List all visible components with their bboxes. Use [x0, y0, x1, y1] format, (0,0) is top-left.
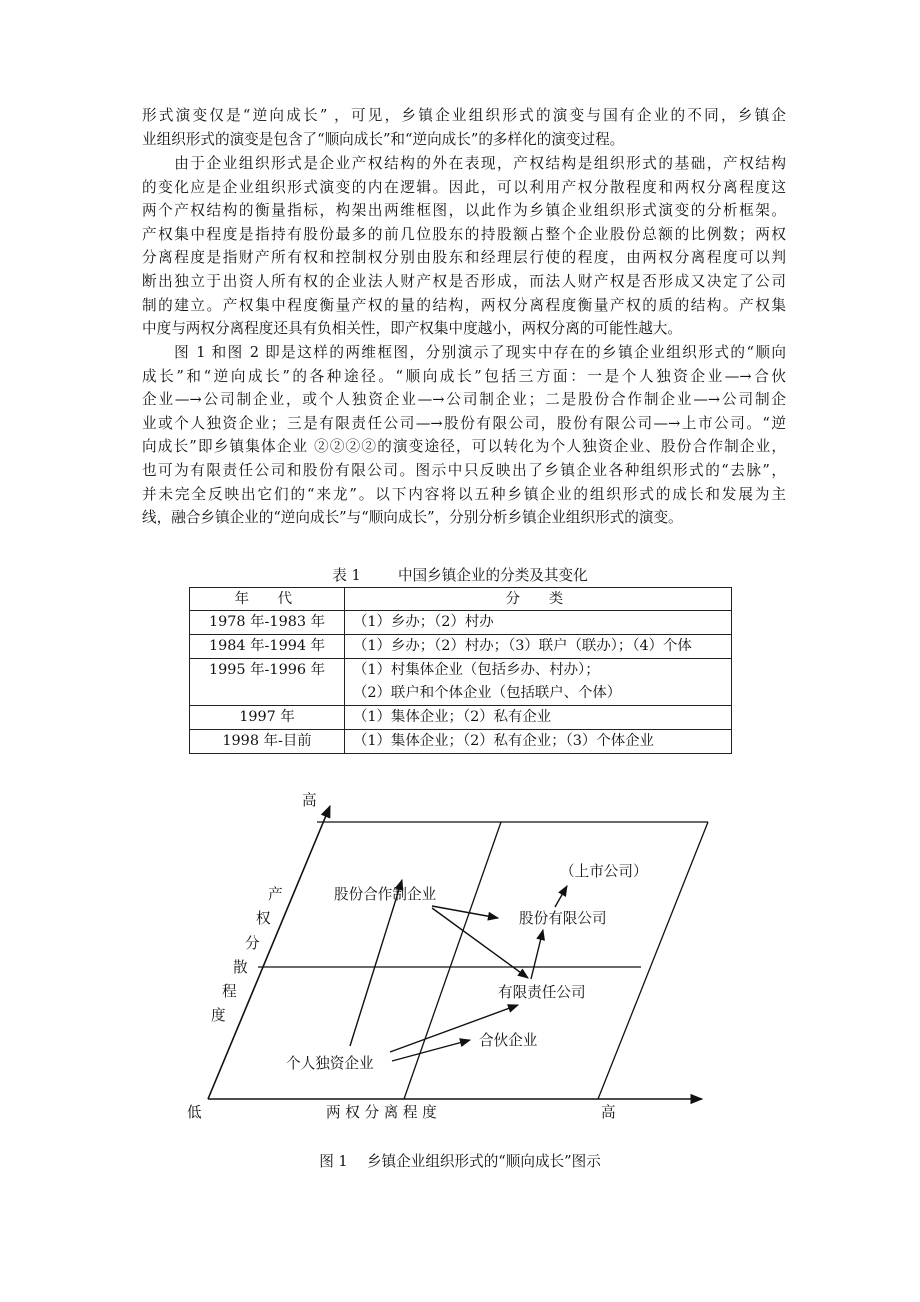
node-joint-stock-coop: 股份合作制企业: [334, 886, 437, 903]
table-header-row: [190, 588, 732, 611]
y-axis-label-char: 程: [222, 983, 237, 1000]
header-class: 分 类: [345, 588, 732, 611]
text-line: 图 1 和图 2 即是这样的两维框图，分别演示了现实中存在的乡镇企业组织形式的“顺向: [142, 344, 786, 361]
text-line: 业组织形式的演变是包含了“顺向成长”和“逆向成长”的多样化的演变过程。: [142, 130, 625, 148]
paragraph-1: [142, 104, 786, 151]
cell-class: （1）乡办；（2）村办；（3）联户（联办）；（4）个体: [345, 635, 732, 659]
text-line: 成长”和“逆向成长”的各种途径。“顺向成长”包括三方面：一是个人独资企业—→合伙: [142, 367, 786, 385]
text-line: 产权集中程度是指持有股份最多的前几位股东的持股额占整个企业股份总额的比例数；两权: [142, 225, 786, 243]
text-line: 线，融合乡镇企业的“逆向成长”与“顺向成长”，分别分析乡镇企业组织形式的演变。: [142, 509, 683, 527]
arrow-sole-to-partnership: [392, 1040, 470, 1061]
figure-1-diagram: [0, 780, 920, 1130]
text-line: 分离程度是指财产所有权和控制权分别由股东和经理层行使的程度，由两权分离程度可以判: [142, 249, 786, 267]
text-line: 的变化应是企业组织形式演变的内在逻辑。因此，可以利用产权分散程度和两权分离程度这: [142, 178, 786, 196]
cell-class: （1）集体企业；（2）私有企业；（3）个体企业: [345, 730, 732, 754]
cell-year: 1978 年-1983 年: [190, 611, 345, 635]
node-llc: 有限责任公司: [498, 984, 586, 1001]
text-line: 也可为有限责任公司和股份有限公司。图示中只反映出了乡镇企业各种组织形式的“去脉”，: [142, 461, 786, 479]
x-axis-label: 两 权 分 离 程 度: [326, 1104, 437, 1121]
y-axis-high-label: 高: [302, 792, 317, 809]
arrow-llc-to-jsl: [531, 930, 543, 979]
text-line: 向成长”即乡镇集体企业 ②②②②的演变途径，可以转化为个人独资企业、股份合作制企业，: [142, 438, 786, 456]
node-sole-proprietorship: 个人独资企业: [286, 1055, 374, 1072]
cell-line: （2）联户和个体企业（包括联户、个体）: [353, 685, 622, 701]
classification-table: [189, 587, 732, 754]
cell-class: （1）乡办；（2）村办: [345, 611, 732, 635]
cell-class: [345, 659, 732, 706]
table-row: [190, 706, 732, 730]
text-line: 制的建立。产权集中程度衡量产权的量的结构，两权分离程度衡量产权的质的结构。产权集: [142, 296, 786, 314]
grid-line-center-slant: [404, 822, 501, 1099]
table-row: [190, 635, 732, 659]
text-line: 业或个人独资企业；三是有限责任公司—→股份有限公司，股份有限公司—→上市公司。“逆: [142, 414, 786, 432]
cell-year: 1995 年-1996 年: [190, 659, 345, 706]
table-row: [190, 659, 732, 706]
node-joint-stock-ltd: 股份有限公司: [519, 910, 607, 927]
x-axis-low-label: 低: [187, 1104, 202, 1121]
node-listed-company: （上市公司）: [560, 863, 648, 880]
node-partnership: 合伙企业: [479, 1032, 538, 1049]
figure-caption: 图 1 乡镇企业组织形式的“顺向成长”图示: [319, 1153, 601, 1170]
y-axis-label-char: 分: [245, 935, 260, 952]
header-year: 年 代: [190, 588, 345, 611]
cell-year: 1998 年-目前: [190, 730, 345, 754]
text-line: 形式演变仅是“逆向成长” ，可见，乡镇企业组织形式的演变与国有企业的不同，乡镇企: [142, 107, 786, 124]
cell-year: 1984 年-1994 年: [190, 635, 345, 659]
paragraph-3: [142, 341, 786, 530]
y-axis-label-char: 权: [256, 910, 271, 927]
text-line: 中度与两权分离程度还具有负相关性，即产权集中度越小，两权分离的可能性越大。: [142, 320, 682, 338]
table-caption-number: 表 1: [332, 567, 361, 584]
y-axis-label-char: 散: [233, 959, 248, 976]
text-line: 企业—→公司制企业，或个人独资企业—→公司制企业；二是股份合作制企业—→公司制企: [142, 391, 786, 409]
arrow-sole-to-coop: [350, 880, 402, 1046]
y-axis-label-char: 度: [211, 1007, 226, 1024]
text-line: 断出独立于出资人所有权的企业法人财产权是否形成，而法人财产权是否形成又决定了公司: [142, 272, 786, 290]
y-axis-label-char: 产: [268, 886, 283, 903]
paragraph-2: [142, 152, 786, 341]
arrow-jsl-to-listed: [555, 886, 567, 907]
cell-year: 1997 年: [190, 706, 345, 730]
table-caption-title: 中国乡镇企业的分类及其变化: [397, 567, 588, 584]
cell-class: （1）集体企业；（2）私有企业: [345, 706, 732, 730]
text-line: 并未完全反映出它们的“来龙”。以下内容将以五种乡镇企业的组织形式的成长和发展为主: [142, 485, 786, 503]
arrow-coop-to-jsl: [432, 906, 498, 918]
table-row: [190, 730, 732, 754]
table-caption: [0, 564, 920, 585]
text-line: 两个产权结构的衡量指标，构架出两维框图，以此作为乡镇企业组织形式演变的分析框架。: [142, 202, 786, 220]
table-row: [190, 611, 732, 635]
x-axis-high-label: 高: [601, 1104, 616, 1121]
cell-line: （1）村集体企业（包括乡办、村办）；: [353, 662, 600, 678]
text-line: 由于企业组织形式是企业产权结构的外在表现，产权结构是组织形式的基础，产权结构: [142, 155, 786, 172]
